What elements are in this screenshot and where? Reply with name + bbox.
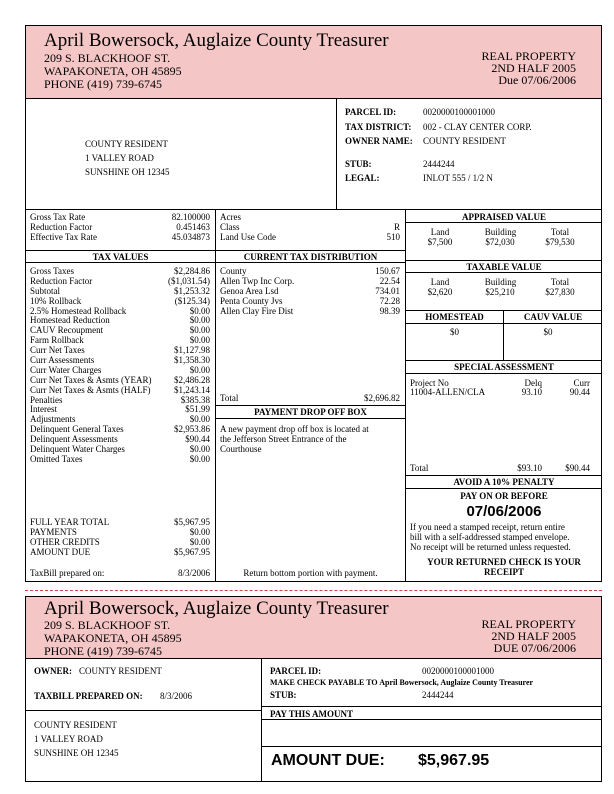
land-use-label: Land Use Code [220,231,276,242]
rate-value: 82.100000 [171,212,210,222]
special-total-label: Total [410,463,429,473]
tax-row-label: Gross Taxes [30,266,74,276]
tax-row-value: $385.38 [180,394,210,405]
tax-row-label: Delinquent Assessments [30,434,118,445]
distribution-value: 98.39 [379,305,400,316]
stub-mail-city: SUNSHINE OH 12345 [34,748,119,758]
stub-prepared-value: 8/3/2006 [160,691,193,701]
treasurer-address-city: WAPAKONETA, OH 45895 [44,64,182,78]
tax-row-value: ($1,031.54) [168,275,210,286]
stub-address-city: WAPAKONETA, OH 45895 [44,631,182,645]
mail-name: COUNTY RESIDENT [85,139,168,149]
stub-owner-value: COUNTY RESIDENT [79,666,162,676]
tax-row-value: $2,953.86 [174,424,210,435]
tax-row-label: Penalties [30,394,63,405]
other-credits-value: $0.00 [189,536,210,547]
amount-due-label: AMOUNT DUE [30,546,91,557]
tax-half: 2ND HALF 2005 [491,61,576,75]
distribution-label: County [220,266,247,276]
special-title: SPECIAL ASSESSMENT [454,362,554,372]
stub-stub-label: STUB: [270,690,297,700]
tax-row-value: $90.44 [185,434,210,445]
special-total-delq: $93.10 [517,463,542,473]
tax-values-amounts [140,267,210,465]
class-value: R [393,221,400,232]
special-delq-value: 93.10 [521,387,542,397]
tax-district-label: TAX DISTRICT: [345,122,412,132]
stub-value: 2444244 [423,159,455,169]
returned-check-line1: YOUR RETURNED CHECK IS YOUR [427,557,581,567]
pay-this-amount-label: PAY THIS AMOUNT [270,709,354,719]
distribution-label: Allen Clay Fire Dist [220,305,294,316]
taxable-title: TAXABLE VALUE [466,262,542,272]
tear-line [25,590,602,591]
dropoff-text-line2: the Jefferson Street Entrance of the [220,434,347,444]
taxable-total-value: $27,830 [545,287,575,297]
special-delq-header: Delq [524,378,542,388]
distribution-total-value: $2,696.82 [364,393,400,403]
dropoff-text-line3: Courthouse [220,444,262,454]
acres-value [330,213,400,223]
totals-values [140,518,210,558]
tax-row-label: Homestead Reduction [30,315,110,326]
distribution-labels [220,267,294,316]
stub-payable-to: MAKE CHECK PAYABLE TO April Bowersock, Auglaize County Treasurer [270,678,534,687]
tax-row-label: Curr Water Charges [30,364,102,375]
due-date: Due 07/06/2006 [498,73,576,87]
homestead-value: $0 [450,327,459,337]
stub-treasurer-title: April Bowersock, Auglaize County Treasurer [44,598,389,619]
taxable-total-header: Total [550,277,570,287]
acres-values [330,213,400,243]
mail-street: 1 VALLEY ROAD [85,153,154,163]
taxable-building-header: Building [484,277,517,287]
acres-label: Acres [220,212,241,222]
tax-row-label: Subtotal [30,285,61,296]
tax-row-value: $0.00 [189,325,210,336]
special-curr-value: 90.44 [569,387,590,397]
treasurer-phone: PHONE (419) 739-6745 [44,77,162,91]
acres-labels [220,213,276,243]
tax-row-label: Curr Net Taxes & Asmts (HALF) [30,384,151,395]
distribution-label: Penta County Jvs [220,295,283,306]
rate-label: Gross Tax Rate [30,212,86,222]
tax-row-label: Curr Net Taxes [30,345,85,356]
tax-row-label: 10% Rollback [30,295,82,306]
distribution-values [330,267,400,316]
tax-row-value: $1,253.32 [174,285,210,296]
rates-labels [30,213,97,243]
stub-mail-name: COUNTY RESIDENT [34,720,117,730]
other-credits-label: OTHER CREDITS [30,536,100,547]
stub-amount-due-label: AMOUNT DUE: [271,752,385,769]
tax-row-value: $1,127.98 [174,345,210,356]
taxable-building-value: $25,210 [485,287,515,297]
stub-owner-label: OWNER: [34,666,72,676]
stub-stub-value: 2444244 [422,690,454,700]
tax-row-value: ($125.34) [174,295,210,306]
rates-values [140,213,210,243]
tax-row-label: Curr Assessments [30,355,95,366]
rate-label: Reduction Factor [30,221,93,232]
distribution-label: Allen Twp Inc Corp. [220,275,295,286]
tax-row-label: Delinquent General Taxes [30,424,124,435]
mail-city: SUNSHINE OH 12345 [85,167,170,177]
totals-labels [30,518,109,558]
tax-row-value: $0.00 [189,364,210,375]
prepared-on-value: 8/3/2006 [177,568,210,578]
parcel-id-label: PARCEL ID: [345,107,397,117]
special-project-header: Project No [410,378,449,388]
rate-label: Effective Tax Rate [30,231,98,242]
tax-row-value: $0.00 [189,335,210,346]
tax-values-labels [30,267,151,465]
taxable-land-header: Land [430,277,450,287]
tax-row-value: $2,486.28 [174,374,210,385]
distribution-value: 72.28 [379,295,400,306]
appraised-land-header: Land [430,227,450,237]
stub-due-date: DUE 07/06/2006 [493,641,576,655]
taxable-land-value: $2,620 [427,287,453,297]
penalty-note-line3: No receipt will be returned unless requested. [410,542,571,552]
tax-row-label: 2.5% Homestead Rollback [30,305,127,316]
tax-row-label: Interest [30,404,57,415]
distribution-total-label: Total [220,393,239,403]
special-curr-header: Curr [573,378,590,388]
returned-check-line2: RECEIPT [483,567,524,577]
prepared-on-label: TaxBill prepared on: [30,568,105,578]
dropoff-title: PAYMENT DROP OFF BOX [254,407,367,417]
treasurer-address-street: 209 S. BLACKHOOF ST. [44,51,171,65]
tax-row-value: $0.00 [189,315,210,326]
appraised-title: APPRAISED VALUE [462,212,546,222]
treasurer-title: April Bowersock, Auglaize County Treasurer [44,30,389,51]
tax-row-label: Delinquent Water Charges [30,444,125,455]
tax-row-value: $0.00 [189,444,210,455]
tax-row-value: $1,243.14 [174,384,210,395]
stub-parcel-value: 0020000100001000 [422,666,494,676]
homestead-title: HOMESTEAD [425,312,484,322]
rate-value: 45.034873 [171,231,210,242]
full-year-total-label: FULL YEAR TOTAL [30,517,110,527]
special-total-curr: $90.44 [565,463,590,473]
owner-name-value: COUNTY RESIDENT [423,136,506,146]
distribution-label: Genoa Area Lsd [220,285,279,296]
property-type: REAL PROPERTY [481,49,576,63]
stub-prepared-label: TAXBILL PREPARED ON: [34,691,143,701]
dropoff-text-line1: A new payment drop off box is located at [220,424,369,434]
distribution-title: CURRENT TAX DISTRIBUTION [243,252,378,262]
tax-row-label: Curr Net Taxes & Asmts (YEAR) [30,374,152,385]
tax-row-label: Omitted Taxes [30,453,83,464]
pay-on-before: PAY ON OR BEFORE [460,491,548,501]
penalty-title: AVOID A 10% PENALTY [453,477,555,487]
distribution-value: 734.01 [375,285,400,296]
parcel-id-value: 0020000100001000 [423,107,495,117]
penalty-note-line2: bill with a self-addressed stamped envelope. [410,532,570,542]
cauv-value: $0 [543,327,553,337]
penalty-note-line1: If you need a stamped receipt, return entire [410,522,565,532]
legal-label: LEGAL: [345,173,380,183]
special-project-no: 11004-ALLEN/CLA [410,387,486,397]
payments-label: PAYMENTS [30,526,77,537]
amount-due-value: $5,967.95 [174,546,210,557]
stub-phone: PHONE (419) 739-6745 [44,644,162,658]
tax-row-label: Reduction Factor [30,275,93,286]
stub-address-street: 209 S. BLACKHOOF ST. [44,618,171,632]
stub-property-type: REAL PROPERTY [481,617,576,631]
stub-label: STUB: [345,159,372,169]
tax-row-value: $51.99 [185,404,210,415]
pay-this-amount-field[interactable] [262,720,601,746]
tax-district-value: 002 - CLAY CENTER CORP. [423,122,532,132]
tax-row-value: $1,358.30 [174,355,210,366]
tax-row-value: $2,284.86 [174,266,210,276]
tax-row-label: Farm Rollback [30,335,84,346]
tax-row-label: CAUV Recoupment [30,325,104,336]
appraised-land-value: $7,500 [427,237,453,247]
appraised-total-value: $79,530 [545,237,575,247]
stub-tax-half: 2ND HALF 2005 [491,629,576,643]
tax-row-value: $0.00 [189,305,210,316]
cauv-title: CAUV VALUE [523,312,583,322]
tax-row-label: Adjustments [30,414,76,425]
class-label: Class [220,221,240,232]
rate-value: 0.451463 [176,221,210,232]
tax-row-value: $0.00 [189,414,210,425]
owner-name-label: OWNER NAME: [345,136,413,146]
distribution-value: 22.54 [379,275,400,286]
appraised-building-header: Building [484,227,517,237]
land-use-value: 510 [386,231,400,242]
stub-amount-due-value: $5,967.95 [418,752,490,769]
pay-by-date: 07/06/2006 [466,503,542,520]
appraised-building-value: $72,030 [485,237,515,247]
tax-row-value: $0.00 [189,453,210,464]
return-note: Return bottom portion with payment. [243,568,378,578]
tax-values-title: TAX VALUES [92,252,149,262]
appraised-total-header: Total [550,227,570,237]
stub-mail-street: 1 VALLEY ROAD [34,734,103,744]
full-year-total-value: $5,967.95 [174,517,210,527]
legal-value: INLOT 555 / 1/2 N [423,173,493,183]
payments-value: $0.00 [189,526,210,537]
distribution-value: 150.67 [375,266,400,276]
stub-parcel-label: PARCEL ID: [270,666,322,676]
